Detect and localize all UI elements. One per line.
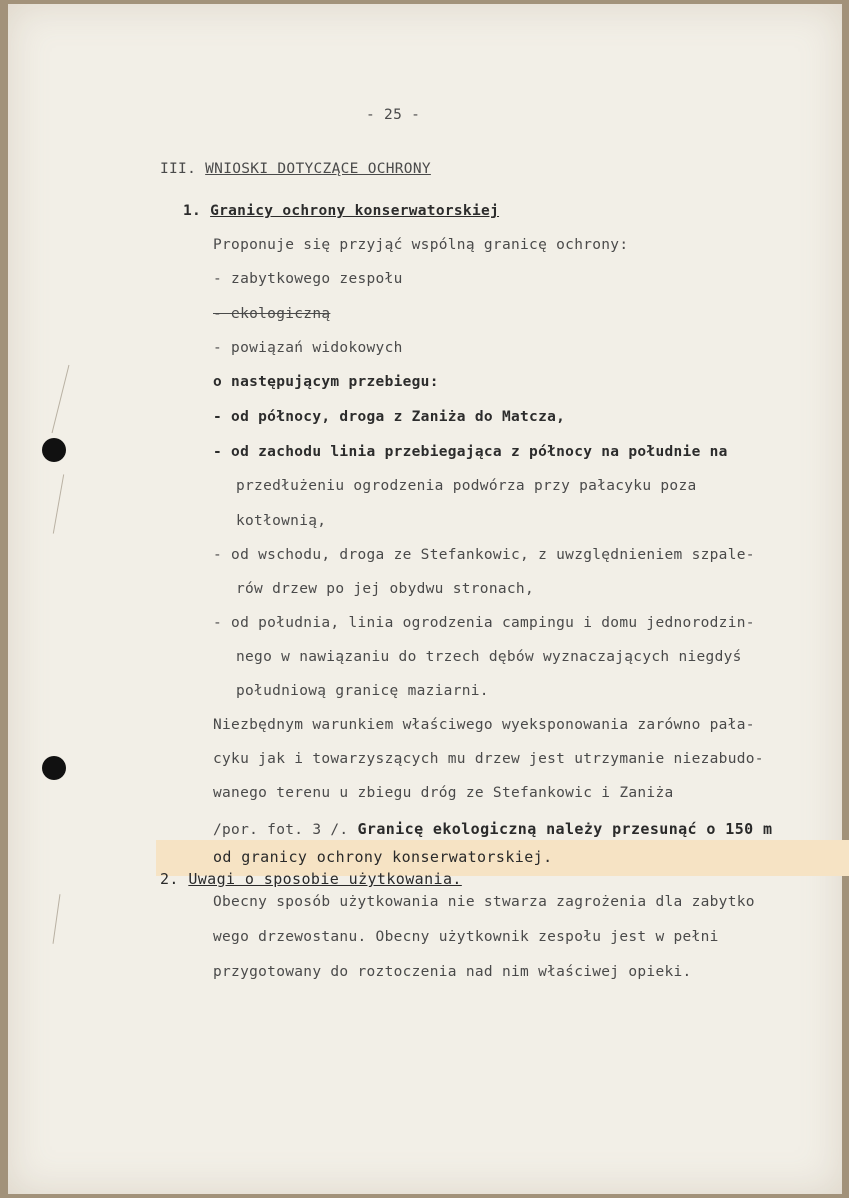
text-line: wanego terenu u zbiegu dróg ze Stefankowic i Zaniża (213, 785, 674, 801)
text-line: kotłownią, (236, 513, 327, 529)
subsection-2-number: 2. (160, 870, 179, 888)
inserted-note-continued: od granicy ochrony konserwatorskiej. (213, 848, 553, 866)
text-line: wego drzewostanu. Obecny użytkownik zespołu jest w pełni (213, 929, 719, 945)
text-line-struck: - ekologiczną (213, 306, 331, 322)
section-heading (160, 161, 431, 177)
text-line: o następującym przebiegu: (213, 374, 439, 390)
text-line: Niezbędnym warunkiem właściwego wyeksponowania zarówno pała- (213, 717, 755, 733)
text-line: nego w nawiązaniu do trzech dębów wyznaczających niegdyś (236, 649, 742, 665)
text-line: - od zachodu linia przebiegająca z północy na południe na (213, 444, 728, 460)
subsection-2-heading (160, 870, 462, 888)
text-line: Proponuje się przyjąć wspólną granicę ochrony: (213, 237, 629, 253)
text-line: przygotowany do roztoczenia nad nim właściwej opieki. (213, 964, 692, 980)
text-line: - od wschodu, droga ze Stefankowic, z uwzględnieniem szpale- (213, 547, 755, 563)
photo-reference: /por. fot. 3 /. (213, 822, 349, 838)
punch-hole-top (42, 438, 66, 462)
pencil-mark (53, 474, 64, 533)
punch-hole-bottom (42, 756, 66, 780)
pencil-mark (52, 365, 70, 433)
subsection-1-heading (183, 203, 499, 219)
text-line: - od południa, linia ogrodzenia campingu i domu jednorodzin- (213, 615, 755, 631)
section-title: WNIOSKI DOTYCZĄCE OCHRONY (205, 161, 431, 177)
page-number: - 25 - (366, 107, 421, 123)
subsection-2-title: Uwagi o sposobie użytkowania. (188, 870, 462, 888)
text-line: południową granicę maziarni. (236, 683, 489, 699)
text-line-with-insert (213, 820, 772, 838)
text-line: Obecny sposób użytkowania nie stwarza zagrożenia dla zabytko (213, 894, 755, 910)
text-line: przedłużeniu ogrodzenia podwórza przy pałacyku poza (236, 478, 697, 494)
text-line: - zabytkowego zespołu (213, 271, 403, 287)
subsection-1-number: 1. (183, 203, 202, 219)
text-line: rów drzew po jej obydwu stronach, (236, 581, 534, 597)
inserted-note: Granicę ekologiczną należy przesunąć o 150 m (357, 820, 773, 838)
text-line: cyku jak i towarzyszących mu drzew jest utrzymanie niezabudo- (213, 751, 764, 767)
subsection-1-title: Granicy ochrony konserwatorskiej (210, 203, 500, 219)
text-line: - powiązań widokowych (213, 340, 403, 356)
text-line: - od północy, droga z Zaniża do Matcza, (213, 409, 566, 425)
document-page (8, 4, 842, 1194)
pencil-mark (53, 894, 61, 944)
section-number: III. (160, 161, 197, 177)
